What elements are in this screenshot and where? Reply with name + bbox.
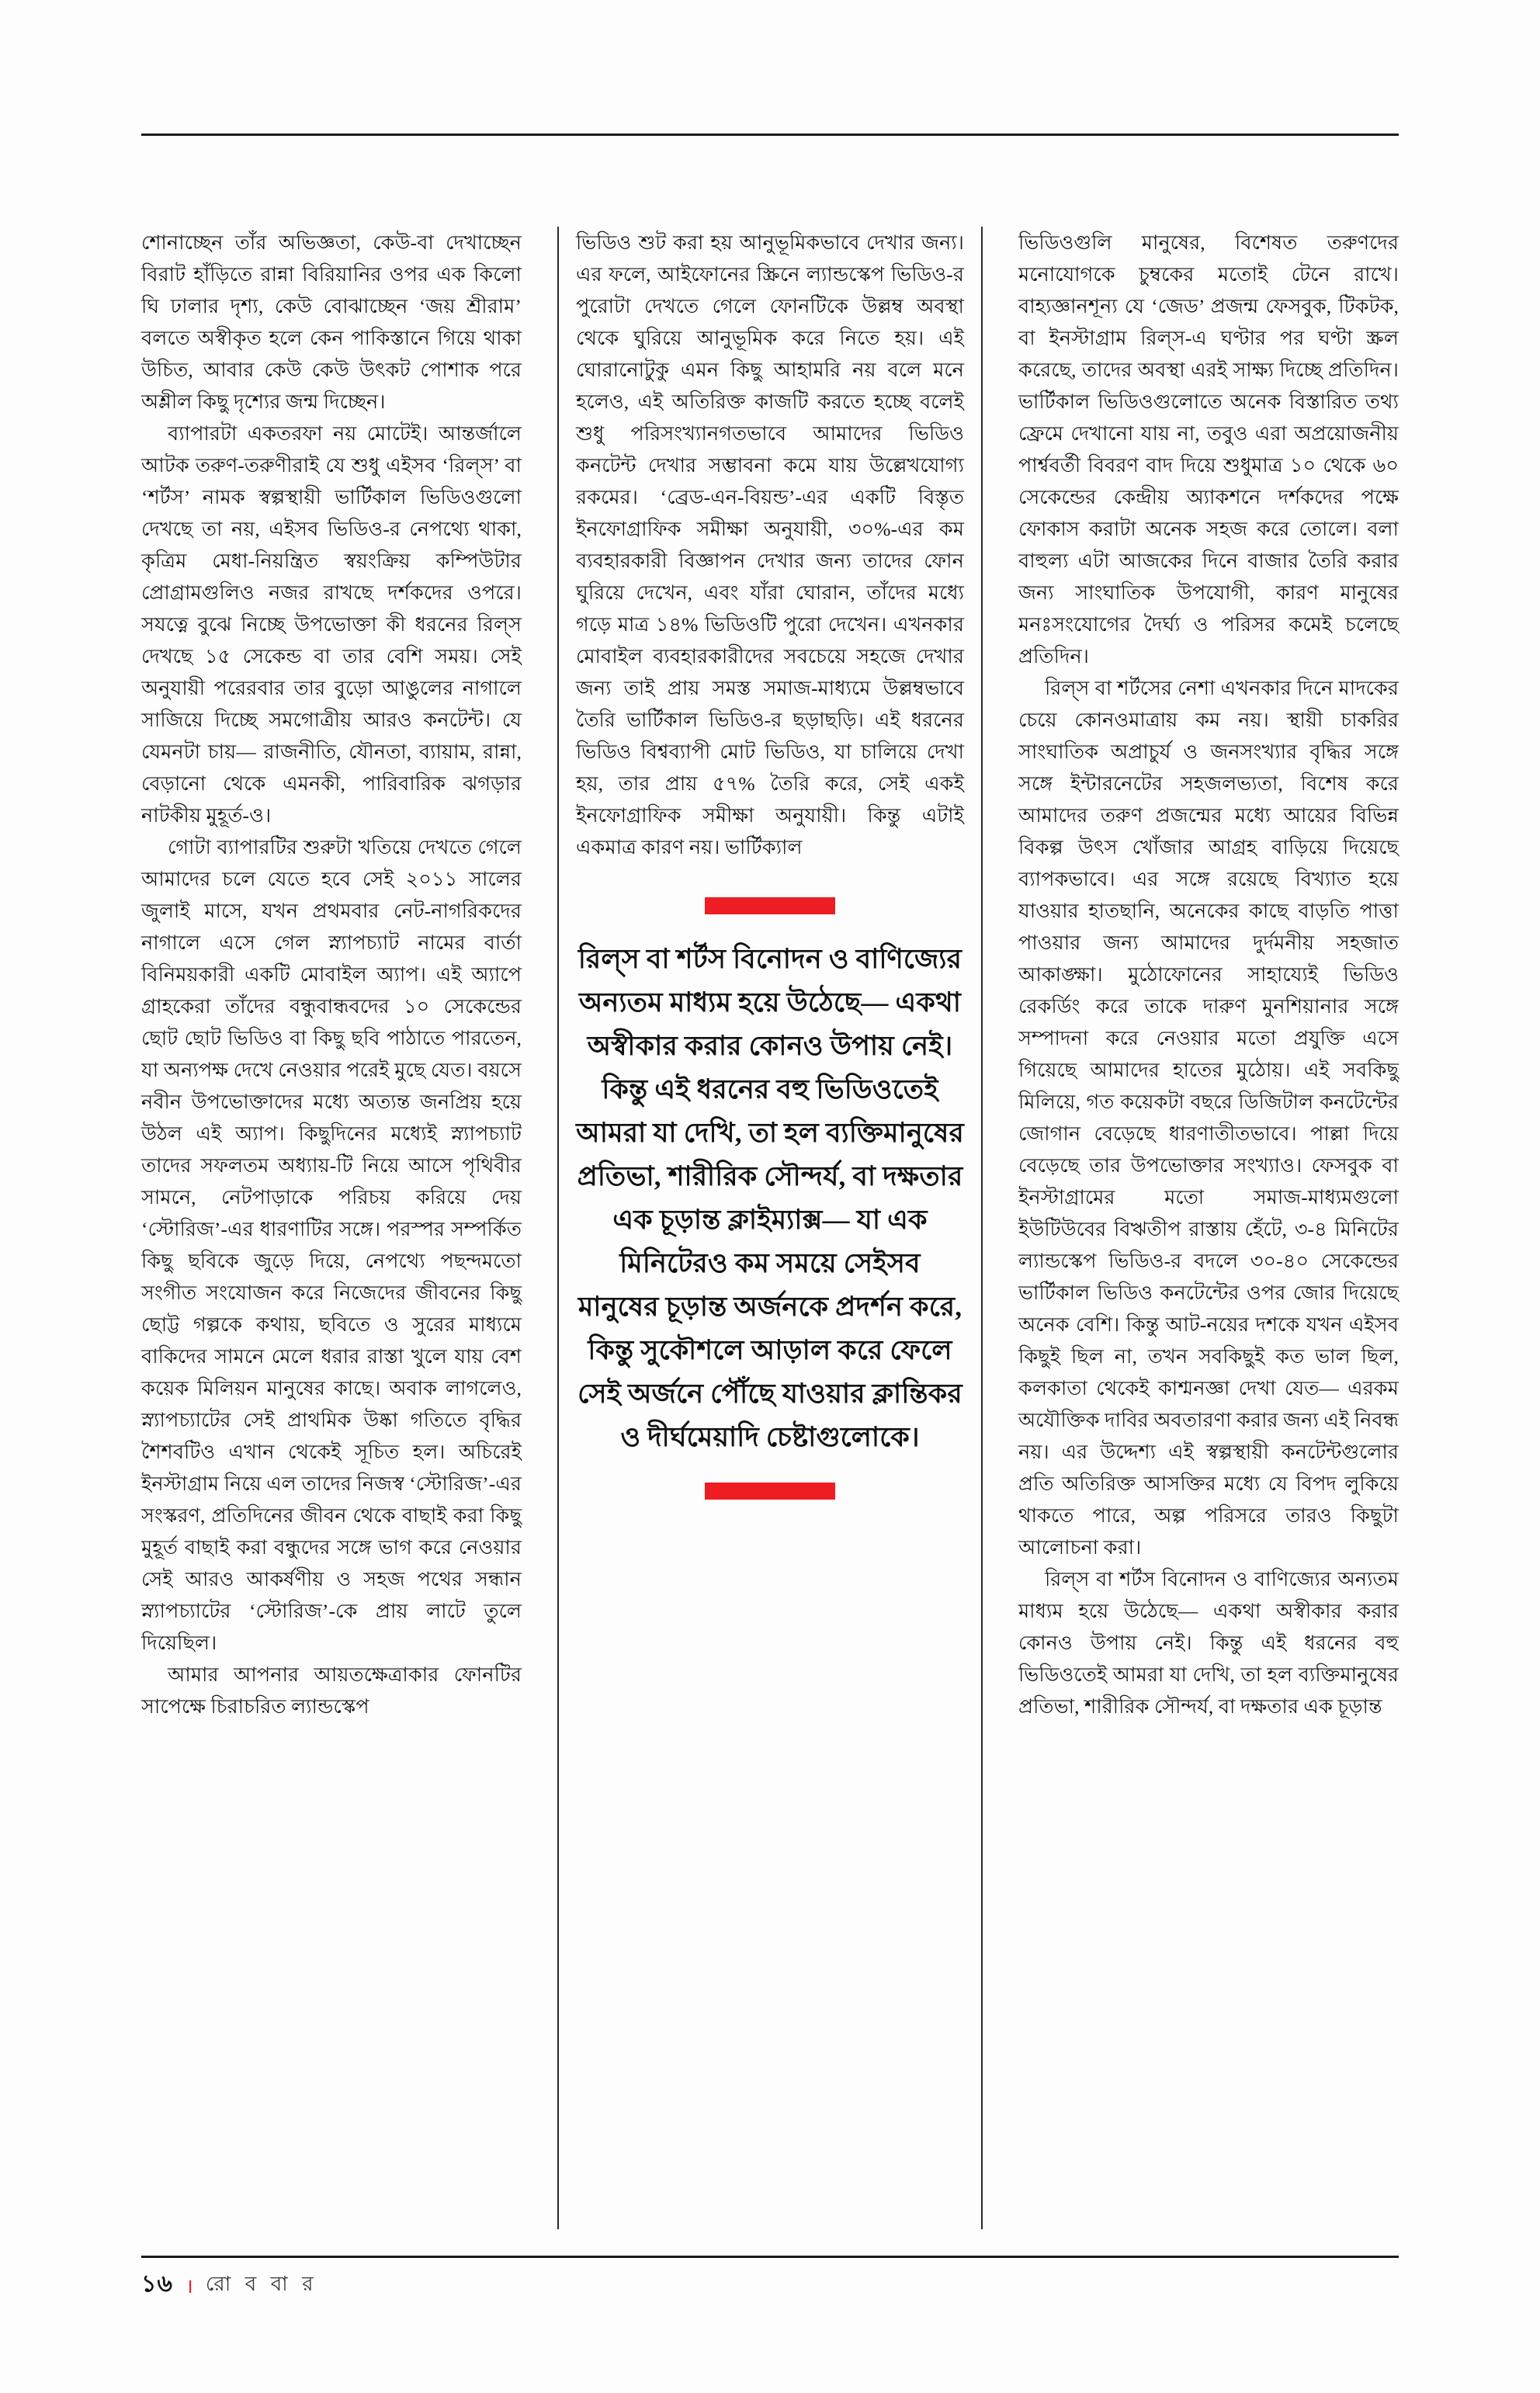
- masthead-title: রো ব বা র: [205, 2272, 318, 2295]
- column-right: [1018, 227, 1399, 2229]
- column-middle: [557, 227, 983, 2229]
- bottom-rule: [141, 2256, 1399, 2258]
- column-left: [141, 227, 522, 2229]
- page-footer: [141, 2265, 1399, 2305]
- page-number: ১৬: [141, 2271, 173, 2297]
- top-rule: [141, 134, 1399, 136]
- pull-quote-text: রিল্‌স বা শর্টস বিনোদন ও বাণিজ্যের অন্যতম মাধ্যম হয়ে উঠেছে— একথা অস্বীকার করার কোনও উপায় নেই। কিন্তু এই ধরনের বহু ভিডিওতেই আমরা যা দেখি, তা হল ব্যক্তিমানুষের প্রতিভা, শারীরিক সৌন্দর্য, বা দক্ষতার এক চূড়ান্ত ক্লাইম্যাক্স— যা এক মিনিটেরও কম সময়ে সেইসব মানুষের চূড়ান্ত অর্জনকে প্রদর্শন করে, কিন্তু সুকৌশলে আড়াল করে ফেলে সেই অর্জনে পৌঁছে যাওয়ার ক্লান্তিকর ও দীর্ঘমেয়াদি চেষ্টাগুলোকে।: [576, 944, 964, 1452]
- paragraph: ব্যাপারটা একতরফা নয় মোটেই। আন্তর্জালে আটক তরুণ-তরুণীরাই যে শুধু এইসব ‘রিল্‌স’ বা ‘শর্টস’ নামক স্বল্পস্থায়ী ভার্টিকাল ভিডিওগুলো দেখছে তা নয়, এইসব ভিডিও-র নেপথ্যে থাকা, কৃত্রিম মেধা-নিয়ন্ত্রিত স্বয়ংক্রিয় কম্পিউটার প্রোগ্রামগুলিও নজর রাখছে দর্শকদের ওপরে। সযত্নে বুঝে নিচ্ছে উপভোক্তা কী ধরনের রিল্‌স দেখছে ১৫ সেকেন্ড বা তার বেশি সময়। সেই অনুযায়ী পরেরবার তার বুড়ো আঙুলের নাগালে সাজিয়ে দিচ্ছে সমগোত্রীয় আরও কনটেন্ট। যে যেমনটা চায়— রাজনীতি, যৌনতা, ব্যায়াম, রান্না, বেড়ানো থেকে এমনকী, পারিবারিক ঝগড়ার নাটকীয় মুহূর্ত-ও।: [141, 422, 522, 827]
- paragraph: ভিডিও শুট করা হয় আনুভূমিকভাবে দেখার জন্য। এর ফলে, আইফোনের স্ক্রিনে ল্যান্ডস্কেপ ভিডিও-র পুরোটা দেখতে গেলে ফোনটিকে উল্লম্ব অবস্থা থেকে ঘুরিয়ে আনুভূমিক করে নিতে হয়। এই ঘোরানোটুকু এমন কিছু আহামরি নয় বলে মনে হলেও, এই অতিরিক্ত কাজটি করতে হচ্ছে বলেই শুধু পরিসংখ্যানগতভাবে আমাদের ভিডিও কনটেন্ট দেখার সম্ভাবনা কমে যায় উল্লেখযোগ্য রকমের। ‘ব্রেড-এন-বিয়ন্ড’-এর একটি বিস্তৃত ইনফোগ্রাফিক সমীক্ষা অনুযায়ী, ৩০%-এর কম ব্যবহারকারী বিজ্ঞাপন দেখার জন্য তাদের ফোন ঘুরিয়ে দেখেন, এবং যাঁরা ঘোরান, তাঁদের মধ্যে গড়ে মাত্র ১৪% ভিডিওটি পুরো দেখেন। এখনকার মোবাইল ব্যবহারকারীদের সবচেয়ে সহজে দেখার জন্য তাই প্রায় সমস্ত সমাজ-মাধ্যমে উল্লম্বভাবে তৈরি ভার্টিকাল ভিডিও-র ছড়াছড়ি। এই ধরনের ভিডিও বিশ্বব্যাপী মোট ভিডিও, যা চালিয়ে দেখা হয়, তার প্রায় ৫৭% তৈরি করে, সেই একই ইনফোগ্রাফিক সমীক্ষা অনুযায়ী। কিন্তু এটাই একমাত্র কারণ নয়। ভার্টিক্যাল: [576, 231, 964, 858]
- paragraph: ভিডিওগুলি মানুষের, বিশেষত তরুণদের মনোযোগকে চুম্বকের মতোই টেনে রাখে। বাহ্যজ্ঞানশূন্য যে ‘জেড’ প্রজন্ম ফেসবুক, টিকটক, বা ইনস্টাগ্রাম রিল্‌স-এ ঘণ্টার পর ঘণ্টা স্ক্রল করেছে, তাদের অবস্থা এরই সাক্ষ্য দিচ্ছে প্রতিদিন। ভার্টিকাল ভিডিওগুলোতে অনেক বিস্তারিত তথ্য ফ্রেমে দেখানো যায় না, তবুও এরা অপ্রয়োজনীয় পার্শ্ববর্তী বিবরণ বাদ দিয়ে শুধুমাত্র ১০ থেকে ৬০ সেকেন্ডের কেন্দ্রীয় অ্যাকশনে দর্শকদের পক্ষে ফোকাস করাটা অনেক সহজ করে তোলে। বলা বাহুল্য এটা আজকের দিনে বাজার তৈরি করার জন্য সাংঘাতিক উপযোগী, কারণ মানুষের মনঃসংযোগের দৈর্ঘ্য ও পরিসর কমেই চলেছে প্রতিদিন।: [1018, 231, 1399, 668]
- paragraph: আমার আপনার আয়তক্ষেত্রাকার ফোনটির সাপেক্ষে চিরাচরিত ল্যান্ডস্কেপ: [141, 1663, 522, 1718]
- article-columns: [141, 227, 1399, 2229]
- paragraph: রিল্‌স বা শর্টসের নেশা এখনকার দিনে মাদকের চেয়ে কোনওমাত্রায় কম নয়। স্থায়ী চাকরির সাংঘাতিক অপ্রাচুর্য ও জনসংখ্যার বৃদ্ধির সঙ্গে সঙ্গে ইন্টারনেটের সহজলভ্যতা, বিশেষ করে আমাদের তরুণ প্রজন্মের মধ্যে আয়ের বিভিন্ন বিকল্প উৎস খোঁজার আগ্রহ বাড়িয়ে দিয়েছে ব্যাপকভাবে। এর সঙ্গে রয়েছে বিখ্যাত হয়ে যাওয়ার হাতছানি, অনেকের কাছে বাড়তি পাত্তা পাওয়ার জন্য আমাদের দুর্দমনীয় সহজাত আকাঙ্ক্ষা। মুঠোফোনের সাহায্যেই ভিডিও রেকর্ডিং করে তাকে দারুণ মুনশিয়ানার সঙ্গে সম্পাদনা করে নেওয়ার মতো প্রযুক্তি এসে গিয়েছে আমাদের হাতের মুঠোয়। এই সবকিছু মিলিয়ে, গত কয়েকটা বছরে ডিজিটাল কনটেন্টের জোগান বেড়েছে ধারণাতীতভাবে। পাল্লা দিয়ে বেড়েছে তার উপভোক্তার সংখ্যাও। ফেসবুক বা ইনস্টাগ্রামের মতো সমাজ-মাধ্যমগুলো ইউটিউবের বিঋতীপ রাস্তায় হেঁটে, ৩-৪ মিনিটের ল্যান্ডস্কেপ ভিডিও-র বদলে ৩০-৪০ সেকেন্ডের ভার্টিকাল ভিডিও কনটেন্টের ওপর জোর দিয়েছে অনেক বেশি। কিন্তু আট-নয়ের দশকে যখন এইসব কিছুই ছিল না, তখন সবকিছুই কত ভাল ছিল, কলকাতা থেকেই কাশ্মনজ্ঞা দেখা যেত— এরকম অযৌক্তিক দাবির অবতারণা করার জন্য এই নিবন্ধ নয়। এর উদ্দেশ্য এই স্বল্পস্থায়ী কনটেন্টগুলোর প্রতি অতিরিক্ত আসক্তির মধ্যে যে বিপদ লুকিয়ে থাকতে পারে, অল্প পরিসরে তারও কিছুটা আলোচনা করা।: [1018, 677, 1399, 1559]
- paragraph: রিল্‌স বা শর্টস বিনোদন ও বাণিজ্যের অন্যতম মাধ্যম হয়ে উঠেছে— একথা অস্বীকার করার কোনও উপায় নেই। কিন্তু এই ধরনের বহু ভিডিওতেই আমরা যা দেখি, তা হল ব্যক্তিমানুষের প্রতিভা, শারীরিক সৌন্দর্য, বা দক্ষতার এক চূড়ান্ত: [1018, 1568, 1399, 1718]
- pull-quote: [576, 897, 964, 1500]
- folio-separator: ।: [185, 2274, 193, 2298]
- pull-quote-rule-bottom: [705, 1483, 835, 1500]
- paragraph: গোটা ব্যাপারটির শুরুটা খতিয়ে দেখতে গেলে আমাদের চলে যেতে হবে সেই ২০১১ সালের জুলাই মাসে, যখন প্রথমবার নেট-নাগরিকদের নাগালে এসে গেল স্ন্যাপচ্যাট নামের বার্তা বিনিময়কারী একটি মোবাইল অ্যাপ। এই অ্যাপে গ্রাহকেরা তাঁদের বন্ধুবান্ধবদের ১০ সেকেন্ডের ছোট ছোট ভিডিও বা কিছু ছবি পাঠাতে পারতেন, যা অন্যপক্ষ দেখে নেওয়ার পরেই মুছে যেত। বয়সে নবীন উপভোক্তাদের মধ্যে অত্যন্ত জনপ্রিয় হয়ে উঠল এই অ্যাপ। কিছুদিনের মধ্যেই স্ন্যাপচ্যাট তাদের সফলতম অধ্যায়-টি নিয়ে আসে পৃথিবীর সামনে, নেটপাড়াকে পরিচয় করিয়ে দেয় ‘স্টোরিজ’-এর ধারণাটির সঙ্গে। পরস্পর সম্পর্কিত কিছু ছবিকে জুড়ে দিয়ে, নেপথ্যে পছন্দমতো সংগীত সংযোজন করে নিজেদের জীবনের কিছু ছোট্ট গল্পকে কথায়, ছবিতে ও সুরের মাধ্যমে বাকিদের সামনে মেলে ধরার রাস্তা খুলে যায় বেশ কয়েক মিলিয়ন মানুষের কাছে। অবাক লাগলেও, স্ন্যাপচ্যাটের সেই প্রাথমিক উষ্কা গতিতে বৃদ্ধির শৈশবটিও এখান থেকেই সূচিত হল। অচিরেই ইনস্টাগ্রাম নিয়ে এল তাদের নিজস্ব ‘স্টোরিজ’-এর সংস্করণ, প্রতিদিনের জীবন থেকে বাছাই করা কিছু মুহূর্ত বাছাই করা বন্ধুদের সঙ্গে ভাগ করে নেওয়ার সেই আরও আকর্ষণীয় ও সহজ পথের সন্ধান স্ন্যাপচ্যাটের ‘স্টোরিজ’-কে প্রায় লাটে তুলে দিয়েছিল।: [141, 836, 522, 1654]
- paragraph: শোনাচ্ছেন তাঁর অভিজ্ঞতা, কেউ-বা দেখাচ্ছেন বিরাট হাঁড়িতে রান্না বিরিয়ানির ওপর এক কিলো ঘি ঢালার দৃশ্য, কেউ বোঝাচ্ছেন ‘জয় শ্রীরাম’ বলতে অস্বীকৃত হলে কেন পাকিস্তানে গিয়ে থাকা উচিত, আবার কেউ কেউ উৎকট পোশাক পরে অশ্লীল কিছু দৃশ্যের জন্ম দিচ্ছেন।: [141, 231, 522, 413]
- pull-quote-rule-top: [705, 897, 835, 914]
